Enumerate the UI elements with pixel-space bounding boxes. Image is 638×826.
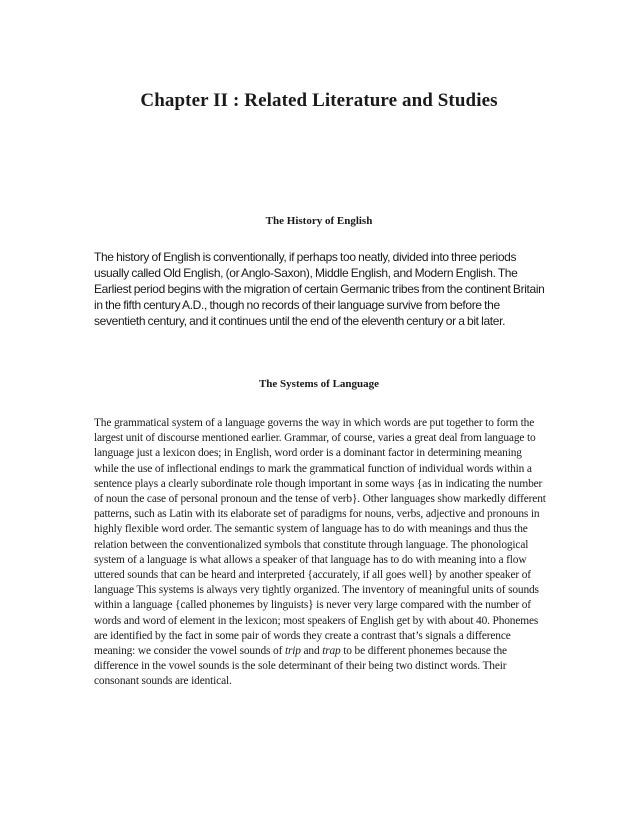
section-heading-systems: The Systems of Language (258, 378, 380, 390)
example-word-trip: trip (284, 645, 301, 658)
paragraph-systems-start: The grammatical system of a language governs the way in which words are put together to form the largest unit of discourse mentioned earlier. Grammar, of course, varies a great deal from language to language just a lexicon does; in English, word order is a dominant factor in determining meaning while the use of inflectional endings to mark the grammatical function of individual words within a sentence plays a clearly subordinate role though important in some ways {as in indicating the number of noun the case of personal pronoun and the tense of verb}. Other languages show markedly different patterns, such as Latin with its elaborate set of paradigms for nouns, verbs, adjective and pronouns in highly flexible word order. The semantic system of language has to do with meanings and thus the relation between the conventionalized symbols that constitute through language. The phonological system of a language is what allows a speaker of that language has to do with meaning into a flow uttered sounds that can be heard and interpreted {accurately, if all goes well} by another speaker of language This systems is always very tightly organized. The inventory of meaningful units of sounds within a language {called phonemes by linguists} is never very large compared with the number of words and word of element in the lexicon; most speakers of English get by with about 40. Phonemes are identified by the fact in some pair of words they create a contrast that’s signals a difference meaning: we consider the vowel sounds of (94, 417, 546, 658)
example-word-trap: trap (322, 645, 341, 658)
paragraph-systems-end: to be different phonemes because the difference in the vowel sounds is the sole determinant of their being two distinct words. Their consonant sounds are identical. (94, 645, 507, 688)
paragraph-systems (94, 416, 546, 690)
chapter-title: Chapter II : Related Literature and Studies (140, 90, 498, 111)
section-heading-history: The History of English (265, 215, 373, 227)
paragraph-history: The history of English is conventionally, if perhaps too neatly, divided into three periods usually called Old English, (or Anglo-Saxon), Middle English, and Modern English. The Earliest period begins with the migration of certain Germanic tribes from the continent Britain in the fifth century A.D., though no records of their language survive from before the seventieth century, and it continues until the end of the eleventh century or a bit later. (94, 250, 545, 328)
connector-and: and (303, 645, 320, 658)
